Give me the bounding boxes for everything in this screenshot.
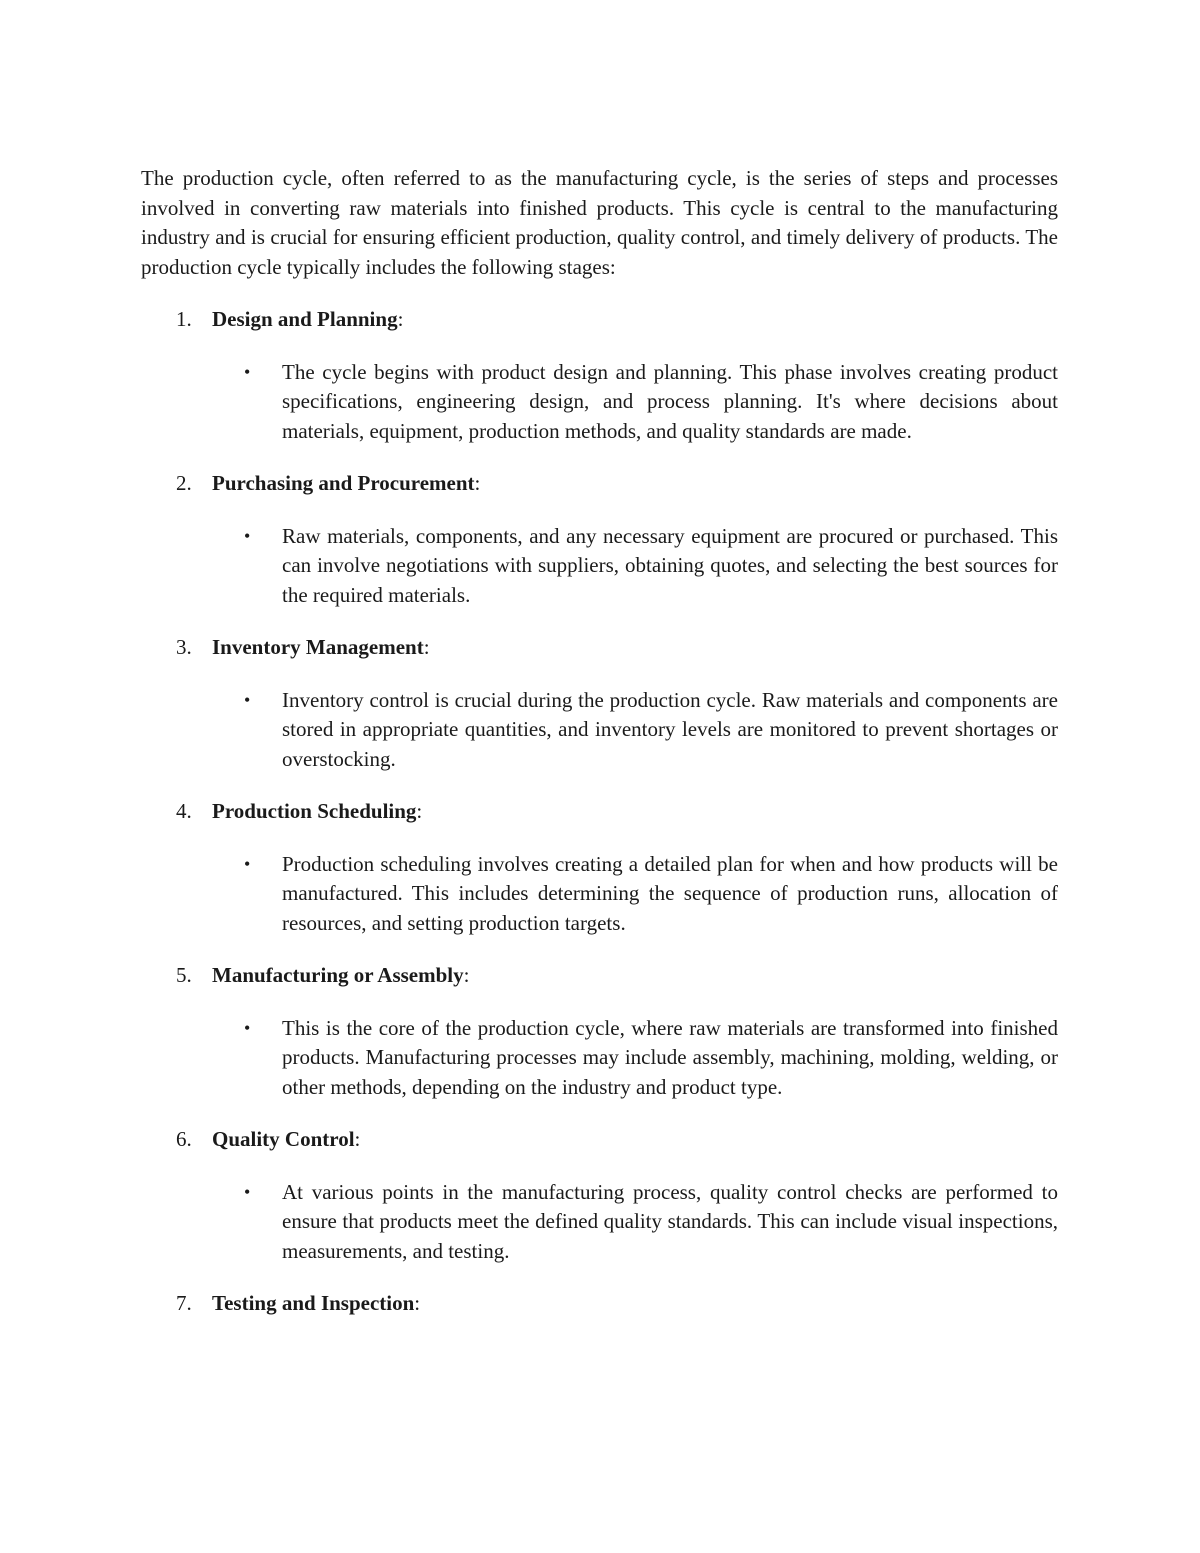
bullet-icon: • xyxy=(244,689,251,710)
stage-number: 2. xyxy=(176,471,192,495)
stage-title: Purchasing and Procurement xyxy=(212,471,475,495)
stage-number: 5. xyxy=(176,963,192,987)
stage-description xyxy=(141,1178,1058,1267)
stage-description xyxy=(141,522,1058,611)
stage-1 xyxy=(141,305,1058,446)
stage-heading xyxy=(141,633,1058,663)
stage-2 xyxy=(141,469,1058,610)
stage-title: Quality Control xyxy=(212,1127,355,1151)
stage-colon: : xyxy=(463,963,470,987)
bullet-icon: • xyxy=(244,525,251,546)
stage-heading xyxy=(141,1125,1058,1155)
stage-heading xyxy=(141,305,1058,335)
stage-description-text: Production scheduling involves creating a detailed plan for when and how products will be manufactured. This includes determining the sequence of production runs, allocation of resources, and setting production targets. xyxy=(282,851,1058,935)
intro-paragraph: The production cycle, often referred to as the manufacturing cycle, is the series of steps and processes involved in converting raw materials into finished products. This cycle is central to the manufacturing industry and is crucial for ensuring efficient production, quality control, and timely delivery of products. The production cycle typically includes the following stages: xyxy=(141,166,1058,279)
stage-number: 4. xyxy=(176,799,192,823)
stage-7 xyxy=(141,1289,1058,1319)
stage-number: 3. xyxy=(176,635,192,659)
stage-heading xyxy=(141,469,1058,499)
stage-description-text: Inventory control is crucial during the production cycle. Raw materials and components are stored in appropriate quantities, and inventory levels are monitored to prevent shortages or overstocking. xyxy=(282,687,1058,771)
stage-number: 7. xyxy=(176,1291,192,1315)
stage-colon: : xyxy=(474,471,481,495)
bullet-icon: • xyxy=(244,853,251,874)
stage-6 xyxy=(141,1125,1058,1266)
stage-description-text: At various points in the manufacturing process, quality control checks are performed to ensure that products meet the defined quality standards. This can include visual inspections, measurements, and testing. xyxy=(282,1179,1058,1263)
stage-heading xyxy=(141,961,1058,991)
stage-description xyxy=(141,358,1058,447)
stage-colon: : xyxy=(414,1291,421,1315)
document-body xyxy=(141,164,1058,1342)
stage-description xyxy=(141,1014,1058,1103)
stage-description-text: The cycle begins with product design and planning. This phase involves creating product specifications, engineering design, and process planning. It's where decisions about materials, equipment, production methods, and quality standards are made. xyxy=(282,359,1058,443)
stage-heading xyxy=(141,797,1058,827)
stage-colon: : xyxy=(397,307,404,331)
stage-3 xyxy=(141,633,1058,774)
stage-description-text: Raw materials, components, and any necessary equipment are procured or purchased. This can involve negotiations with suppliers, obtaining quotes, and selecting the best sources for the required materials. xyxy=(282,523,1058,607)
stage-description xyxy=(141,850,1058,939)
stage-colon: : xyxy=(416,799,423,823)
stage-title: Production Scheduling xyxy=(212,799,417,823)
stage-description-text: This is the core of the production cycle, where raw materials are transformed into finished products. Manufacturing processes may include assembly, machining, molding, welding, or other methods, depending on the industry and product type. xyxy=(282,1015,1058,1099)
stage-number: 6. xyxy=(176,1127,192,1151)
stage-number: 1. xyxy=(176,307,192,331)
stage-title: Design and Planning xyxy=(212,307,398,331)
stage-colon: : xyxy=(354,1127,361,1151)
stage-4 xyxy=(141,797,1058,938)
stage-5 xyxy=(141,961,1058,1102)
stage-colon: : xyxy=(423,635,430,659)
stage-description xyxy=(141,686,1058,775)
bullet-icon: • xyxy=(244,1181,251,1202)
stage-title: Testing and Inspection xyxy=(212,1291,415,1315)
bullet-icon: • xyxy=(244,361,251,382)
bullet-icon: • xyxy=(244,1017,251,1038)
stage-title: Inventory Management xyxy=(212,635,424,659)
stage-title: Manufacturing or Assembly xyxy=(212,963,464,987)
stage-heading xyxy=(141,1289,1058,1319)
